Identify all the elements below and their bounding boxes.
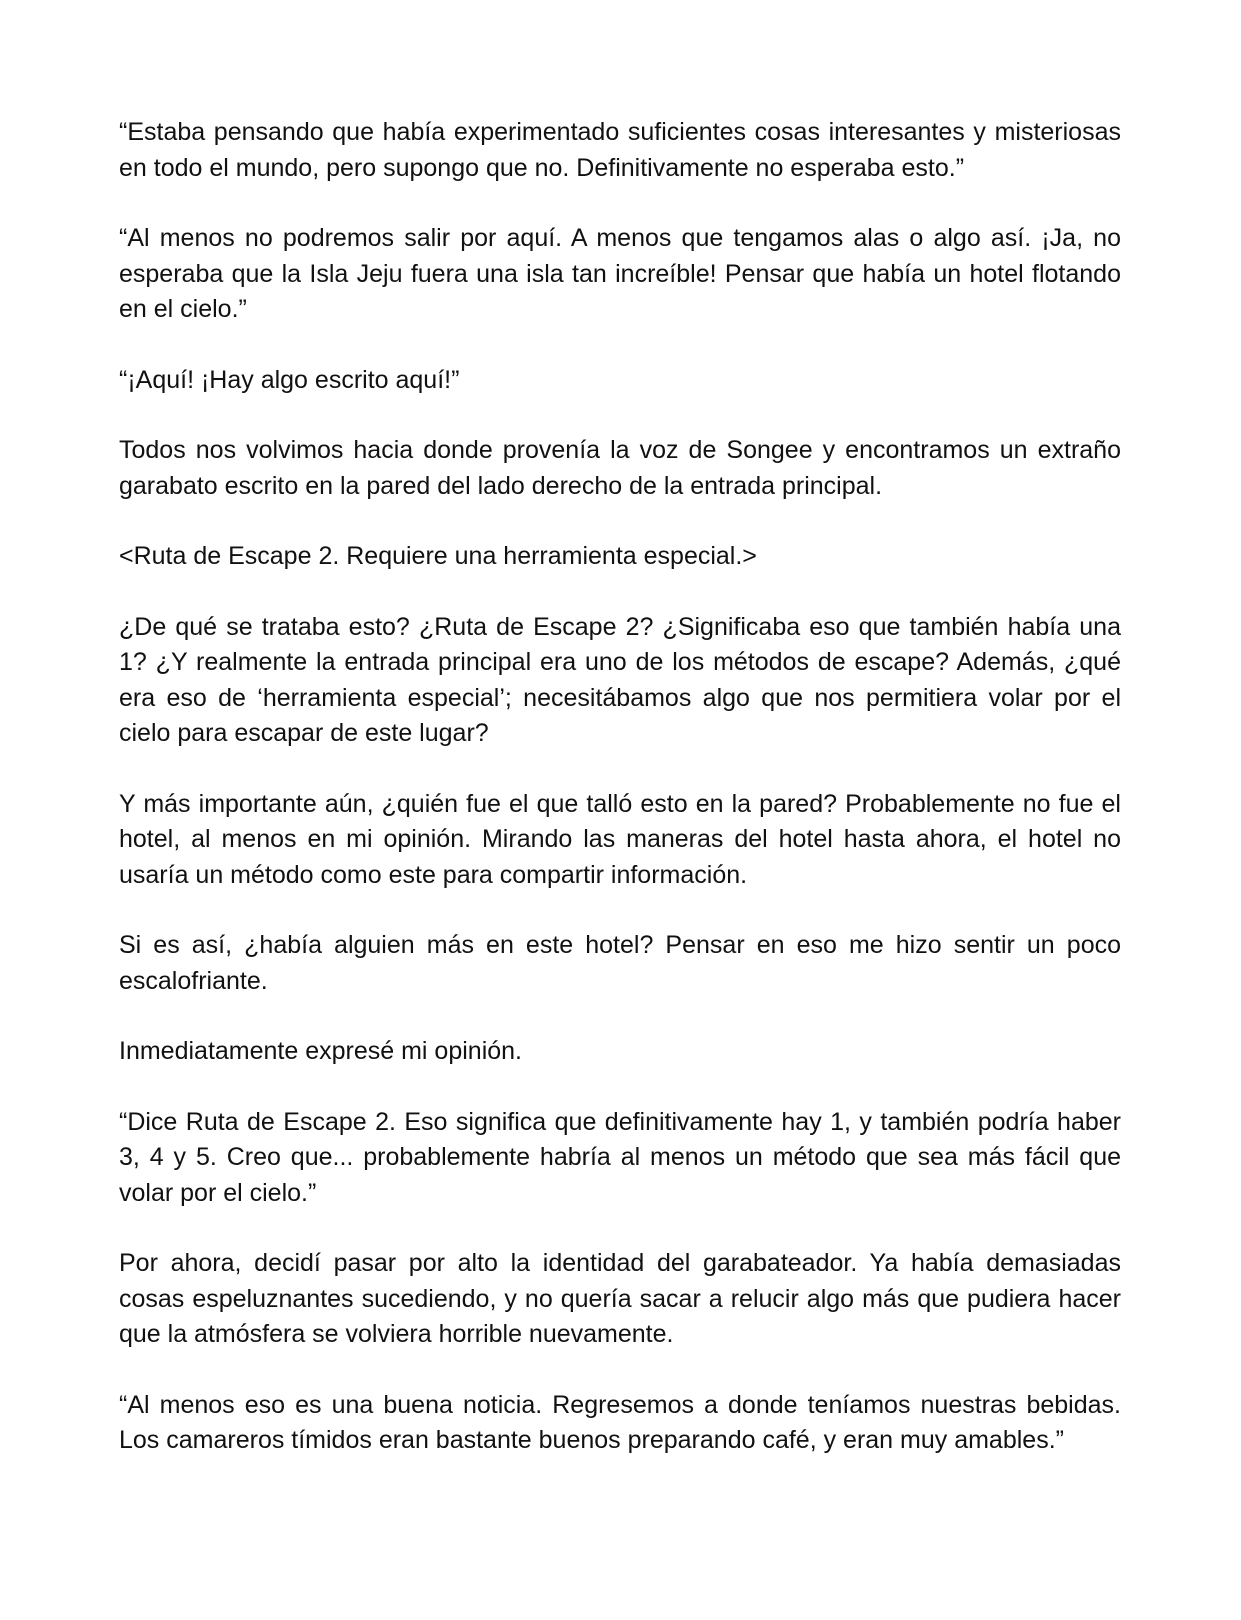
paragraph-5: <Ruta de Escape 2. Requiere una herramienta especial.> [119,542,757,570]
paragraph-6: ¿De qué se trataba esto? ¿Ruta de Escape 2? ¿Significaba eso que también había una 1? ¿Y realmente la entrada principal era uno de los métodos de escape? Además, ¿qué era eso de ‘herramienta especial’; necesitábamos algo que nos permitiera volar por el cielo para escapar de este lugar? [119,612,1121,747]
paragraph-11: Por ahora, decidí pasar por alto la identidad del garabateador. Ya había demasiadas cosas espeluznantes sucediendo, y no quería sacar a relucir algo más que pudiera hacer que la atmósfera se volviera horrible nuevamente. [119,1249,1121,1348]
paragraph-12: “Al menos eso es una buena noticia. Regresemos a donde teníamos nuestras bebidas. Los camareros tímidos eran bastante buenos preparando café, y eran muy amables.” [119,1390,1121,1454]
document-body [119,115,1121,1494]
paragraph-7: Y más importante aún, ¿quién fue el que talló esto en la pared? Probablemente no fue el hotel, al menos en mi opinión. Mirando las maneras del hotel hasta ahora, el hotel no usaría un método como este para compartir información. [119,789,1121,889]
paragraph-2: “Al menos no podremos salir por aquí. A menos que tengamos alas o algo así. ¡Ja, no esperaba que la Isla Jeju fuera una isla tan increíble! Pensar que había un hotel flotando en el cielo.” [119,224,1121,323]
paragraph-3: “¡Aquí! ¡Hay algo escrito aquí!” [119,365,460,394]
paragraph-1: “Estaba pensando que había experimentado suficientes cosas interesantes y misteriosas en todo el mundo, pero supongo que no. Definitivamente no esperaba esto.” [119,118,1121,182]
paragraph-9: Inmediatamente expresé mi opinión. [119,1037,523,1065]
paragraph-8: Si es así, ¿había alguien más en este hotel? Pensar en eso me hizo sentir un poco escalofriante. [119,931,1121,995]
paragraph-4: Todos nos volvimos hacia donde provenía la voz de Songee y encontramos un extraño garabato escrito en la pared del lado derecho de la entrada principal. [119,436,1121,500]
paragraph-10: “Dice Ruta de Escape 2. Eso significa que definitivamente hay 1, y también podría haber 3, 4 y 5. Creo que... probablemente habría al menos un método que sea más fácil que volar por el cielo.” [119,1107,1121,1207]
